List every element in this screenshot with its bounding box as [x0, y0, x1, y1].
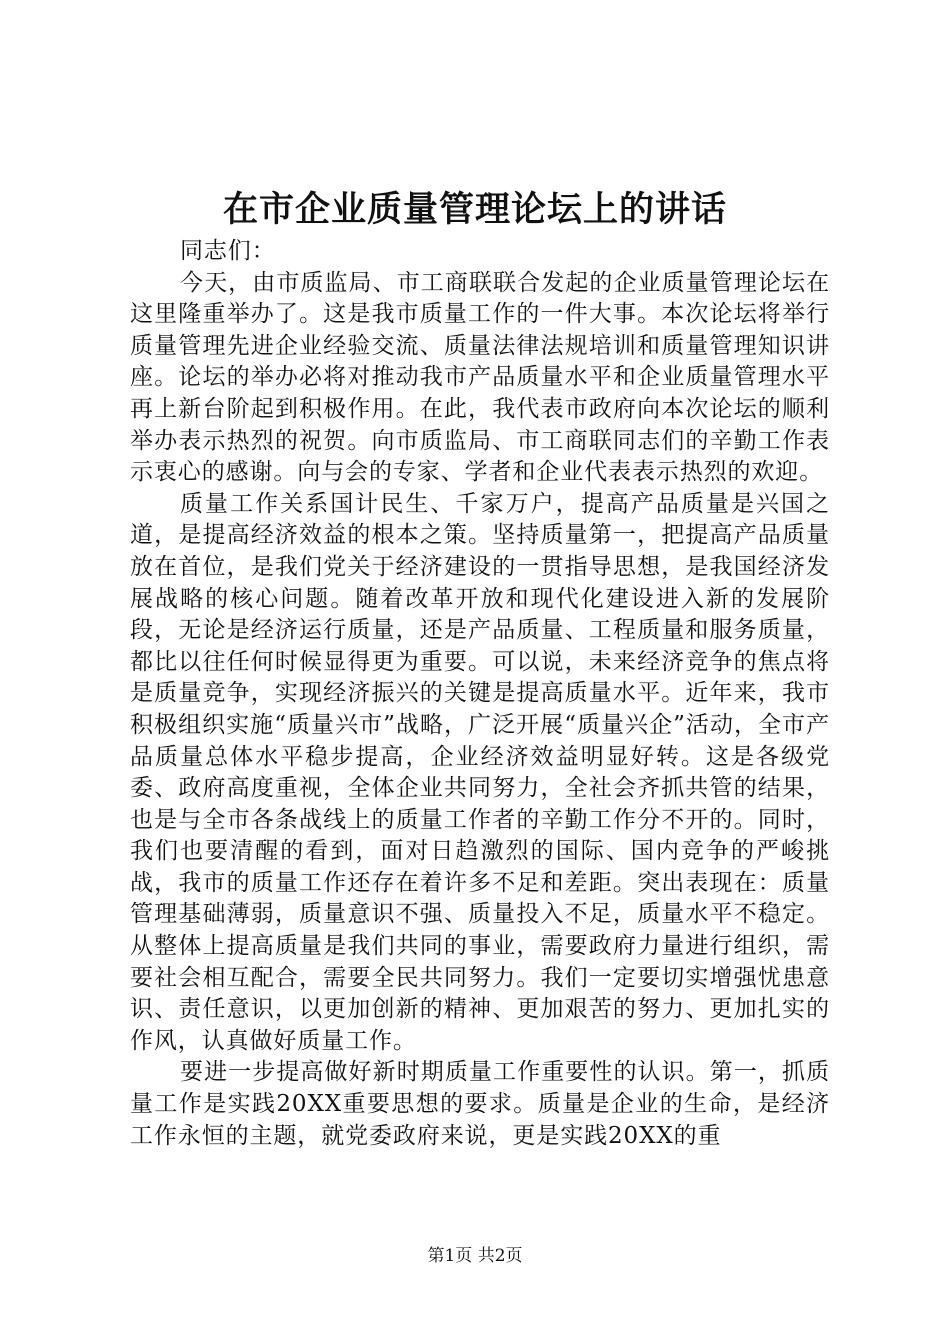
paragraph-3: 要进一步提高做好新时期质量工作重要性的认识。第一，抓质量工作是实践20XX重要思想的要求。质量是企业的生命，是经济工作永恒的主题，就党委政府来说，更是实践20XX的重 — [130, 1059, 830, 1149]
paragraph-1: 今天，由市质监局、市工商联联合发起的企业质量管理论坛在这里隆重举办了。这是我市质量工作的一件大事。本次论坛将举行质量管理先进企业经验交流、质量法律法规培训和质量管理知识讲座。论坛的举办必将对推动我市产品质量水平和企业质量管理水平再上新台阶起到积极作用。在此，我代表市政府向本次论坛的顺利举办表示热烈的祝贺。向市质监局、市工商联同志们的辛勤工作表示衷心的感谢。向与会的专家、学者和企业代表表示热烈的欢迎。 — [130, 269, 830, 486]
paragraph-2: 质量工作关系国计民生、千家万户，提高产品质量是兴国之道，是提高经济效益的根本之策。坚持质量第一，把提高产品质量放在首位，是我们党关于经济建设的一贯指导思想，是我国经济发展战略的核心问题。随着改革开放和现代化建设进入新的发展阶段，无论是经济运行质量，还是产品质量、工程质量和服务质量，都比以往任何时候显得更为重要。可以说，未来经济竞争的焦点将是质量竞争，实现经济振兴的关键是提高质量水平。近年来，我市积极组织实施“质量兴市”战略，广泛开展“质量兴企”活动，全市产品质量总体水平稳步提高，企业经济效益明显好转。这是各级党委、政府高度重视，全体企业共同努力，全社会齐抓共管的结果，也是与全市各条战线上的质量工作者的辛勤工作分不开的。同时，我们也要清醒的看到，面对日趋激烈的国际、国内竞争的严峻挑战，我市的质量工作还存在着许多不足和差距。突出表现在：质量管理基础薄弱，质量意识不强、质量投入不足，质量水平不稳定。从整体上提高质量是我们共同的事业，需要政府力量进行组织，需要社会相互配合，需要全民共同努力。我们一定要切实增强忧患意识、责任意识，以更加创新的精神、更加艰苦的努力、更加扎实的作风，认真做好质量工作。 — [130, 490, 830, 1054]
salutation: 同志们： — [180, 238, 276, 264]
document-body — [130, 236, 830, 1152]
document-title: 在市企业质量管理论坛上的讲话 — [222, 189, 727, 230]
page-footer: 第1页 共2页 — [427, 1246, 523, 1266]
